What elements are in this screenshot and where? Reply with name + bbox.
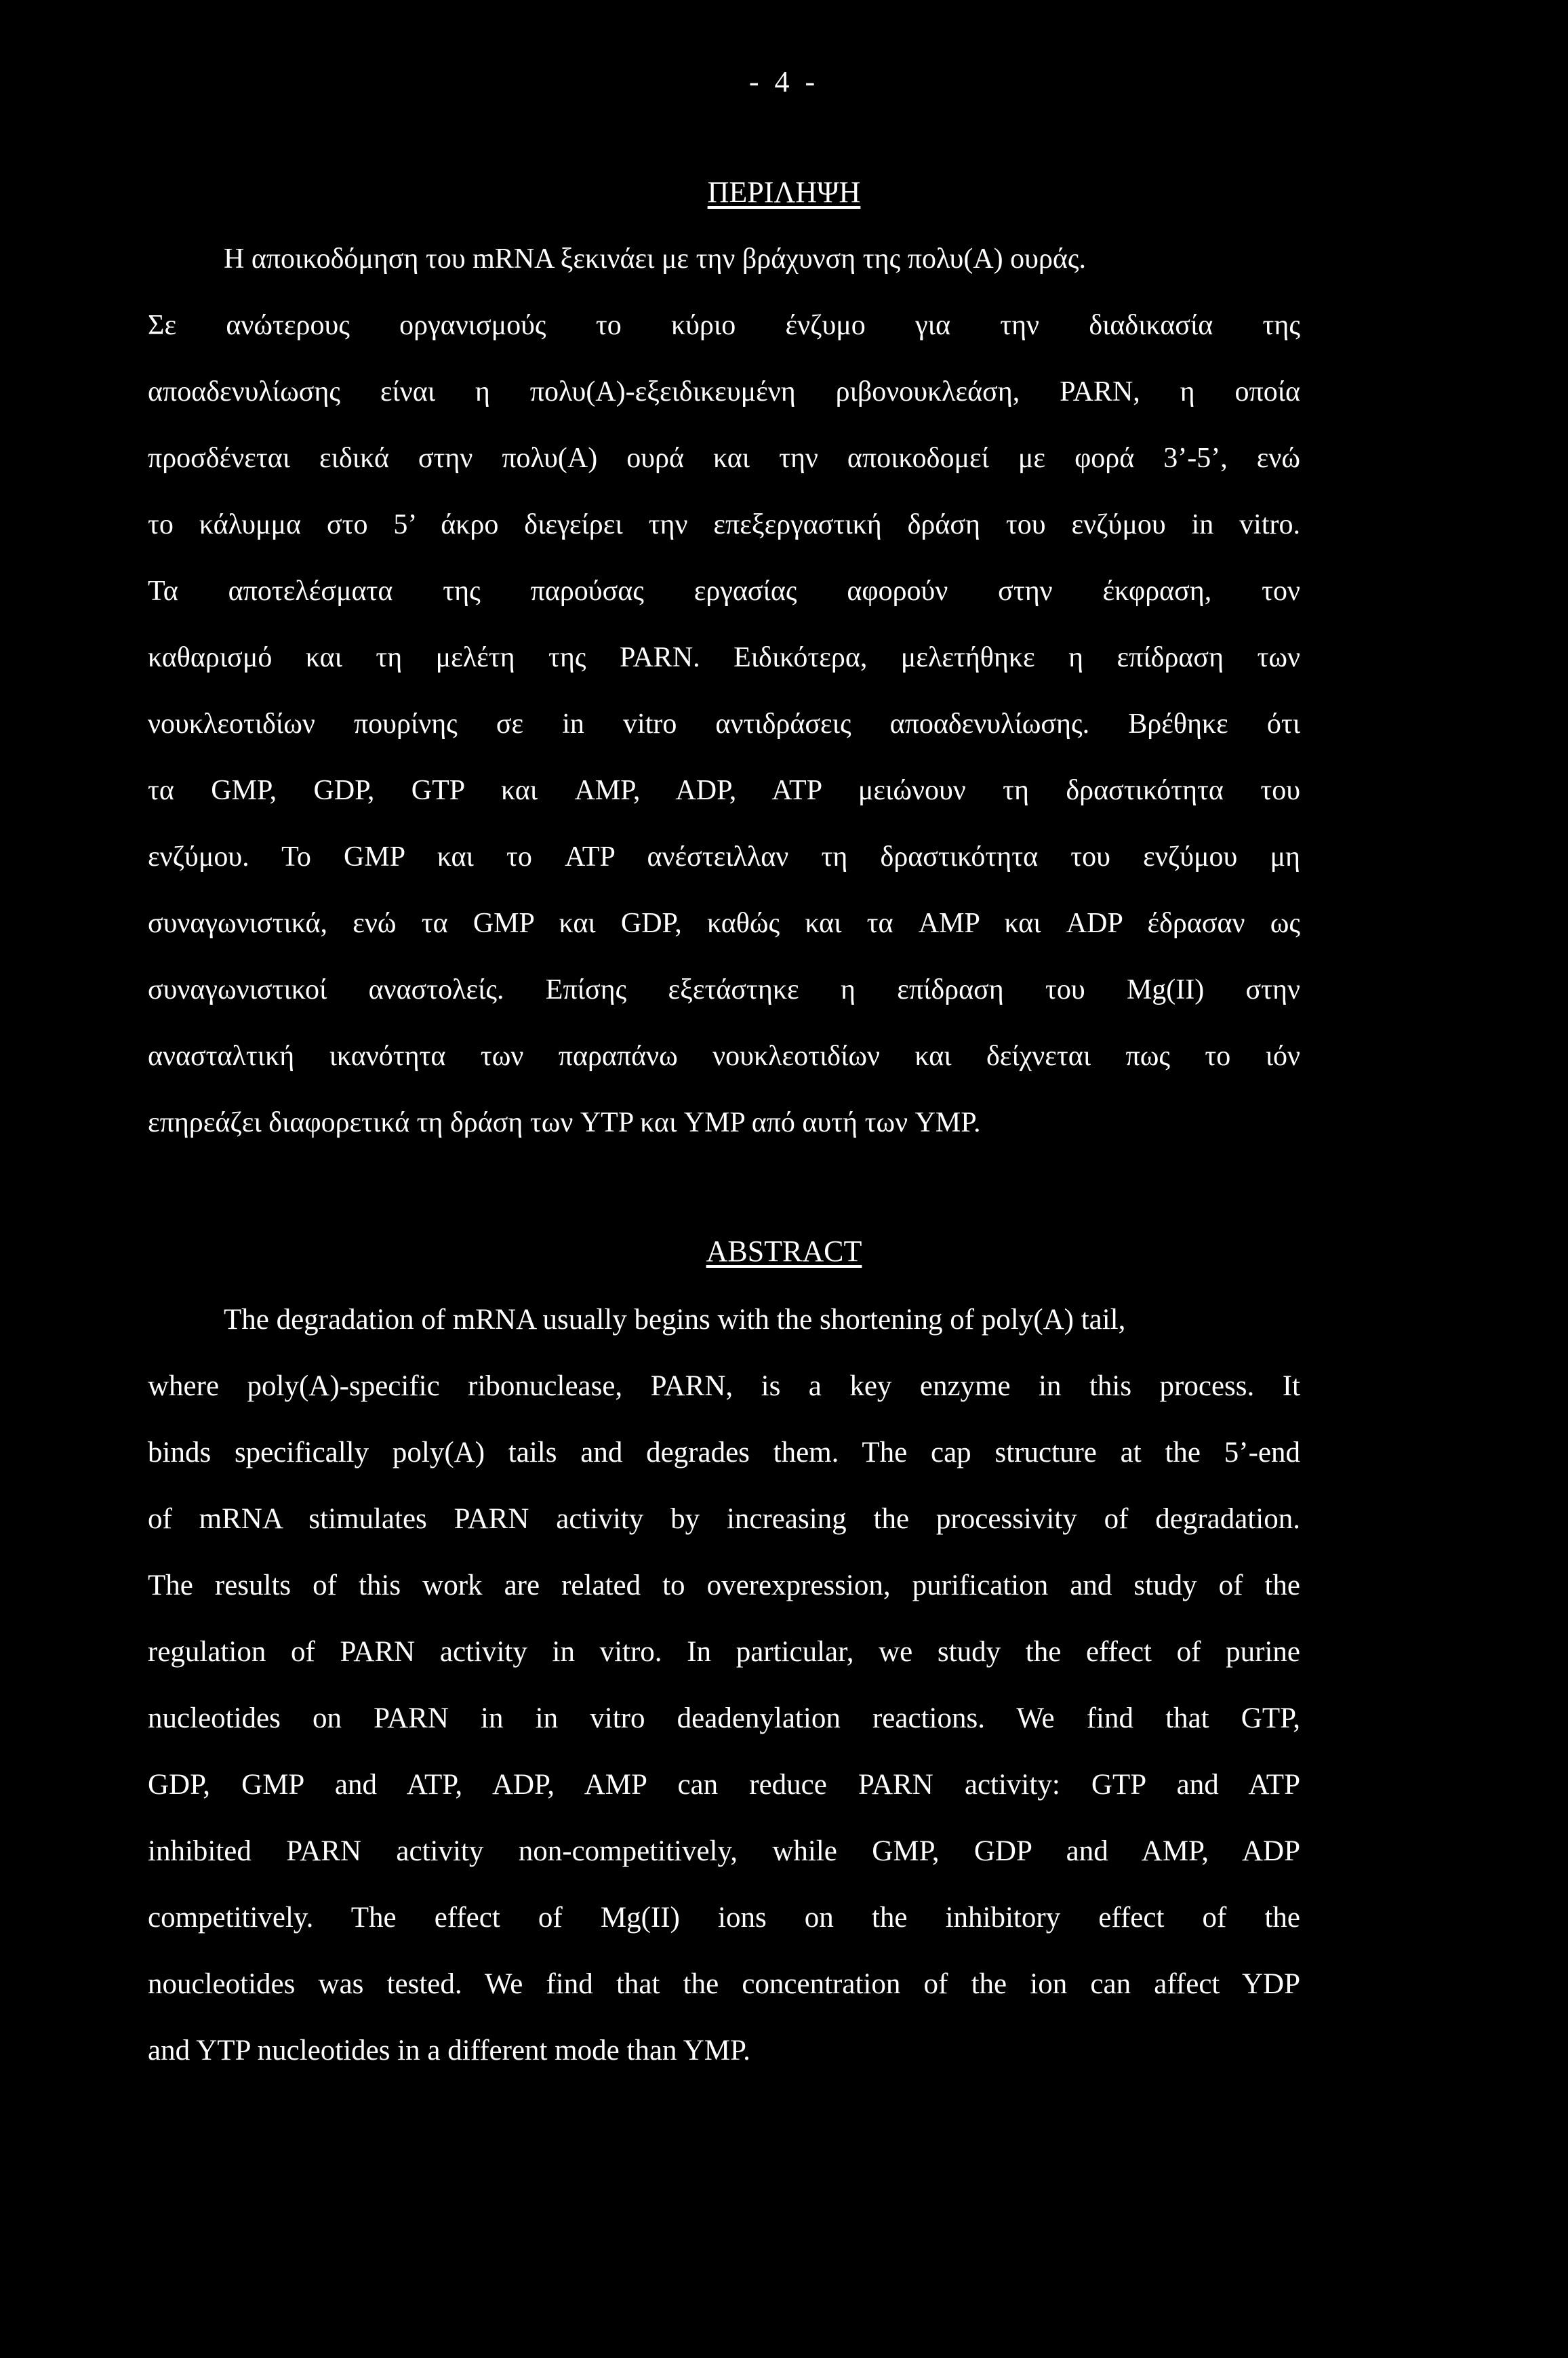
greek-summary-line: καθαρισμό και τη μελέτη της PARN. Ειδικότερα, μελετήθηκε η επίδραση των	[148, 642, 1300, 673]
greek-summary-line: Σε ανώτερους οργανισμούς το κύριο ένζυμο για την διαδικασία της	[148, 310, 1300, 341]
greek-summary-line: ανασταλτική ικανότητα των παραπάνω νουκλεοτιδίων και δείχνεται πως το ιόν	[148, 1041, 1300, 1072]
greek-summary-line: Η αποικοδόμηση του mRNA ξεκινάει με την βράχυνση της πολυ(Α) ουράς.	[224, 243, 1087, 275]
abstract-line: and YTP nucleotides in a different mode than YMP.	[148, 2035, 750, 2066]
greek-summary-line: νουκλεοτιδίων πουρίνης σε in vitro αντιδράσεις αποαδενυλίωσης. Βρέθηκε ότι	[148, 708, 1300, 740]
abstract-line: The results of this work are related to overexpression, purification and study of the	[148, 1570, 1300, 1601]
abstract-line: noucleotides was tested. We find that the concentration of the ion can affect YDP	[148, 1968, 1300, 2000]
greek-summary-line: Τα αποτελέσματα της παρούσας εργασίας αφορούν στην έκφραση, τον	[148, 576, 1300, 607]
greek-summary-line: επηρεάζει διαφορετικά τη δράση των YTP και YMP από αυτή των YMP.	[148, 1107, 981, 1138]
greek-summary-paragraph	[148, 226, 1300, 1156]
abstract-line: binds specifically poly(A) tails and degrades them. The cap structure at the 5’-end	[148, 1437, 1300, 1468]
abstract-line: inhibited PARN activity non-competitively, while GMP, GDP and AMP, ADP	[148, 1835, 1300, 1867]
abstract-line: regulation of PARN activity in vitro. In particular, we study the effect of purine	[148, 1636, 1300, 1668]
abstract-line: of mRNA stimulates PARN activity by increasing the processivity of degradation.	[148, 1503, 1300, 1535]
greek-summary-line: το κάλυμμα στο 5’ άκρο διεγείρει την επεξεργαστική δράση του ενζύμου in vitro.	[148, 509, 1300, 540]
abstract-line: GDP, GMP and ATP, ADP, AMP can reduce PARN activity: GTP and ATP	[148, 1769, 1300, 1801]
greek-summary-line: αποαδενυλίωσης είναι η πολυ(Α)-εξειδικευμένη ριβονουκλεάση, PARN, η οποία	[148, 376, 1300, 407]
greek-summary-line: προσδένεται ειδικά στην πολυ(Α) ουρά και την αποικοδομεί με φορά 3’-5’, ενώ	[148, 443, 1300, 474]
abstract-line: competitively. The effect of Mg(II) ions on the inhibitory effect of the	[148, 1902, 1300, 1934]
abstract-paragraph	[148, 1287, 1300, 2084]
greek-summary-line: συναγωνιστικοί αναστολείς. Επίσης εξετάστηκε η επίδραση του Mg(II) στην	[148, 974, 1300, 1005]
abstract-line: where poly(A)-specific ribonuclease, PARN, is a key enzyme in this process. It	[148, 1370, 1300, 1402]
abstract-line: The degradation of mRNA usually begins with the shortening of poly(A) tail,	[224, 1304, 1126, 1336]
greek-summary-line: ενζύμου. Το GMP και το ATP ανέστειλλαν τη δραστικότητα του ενζύμου μη	[148, 841, 1300, 873]
page-number: - 4 -	[748, 65, 820, 98]
abstract-line: nucleotides on PARN in in vitro deadenylation reactions. We find that GTP,	[148, 1702, 1300, 1734]
greek-summary-line: τα GMP, GDP, GTP και AMP, ADP, ATP μειώνουν τη δραστικότητα του	[148, 775, 1300, 806]
greek-summary-line: συναγωνιστικά, ενώ τα GMP και GDP, καθώς και τα AMP και ADP έδρασαν ως	[148, 908, 1300, 939]
abstract-heading: ABSTRACT	[706, 1235, 862, 1268]
greek-summary-heading: ΠΕΡΙΛΗΨΗ	[707, 176, 861, 209]
